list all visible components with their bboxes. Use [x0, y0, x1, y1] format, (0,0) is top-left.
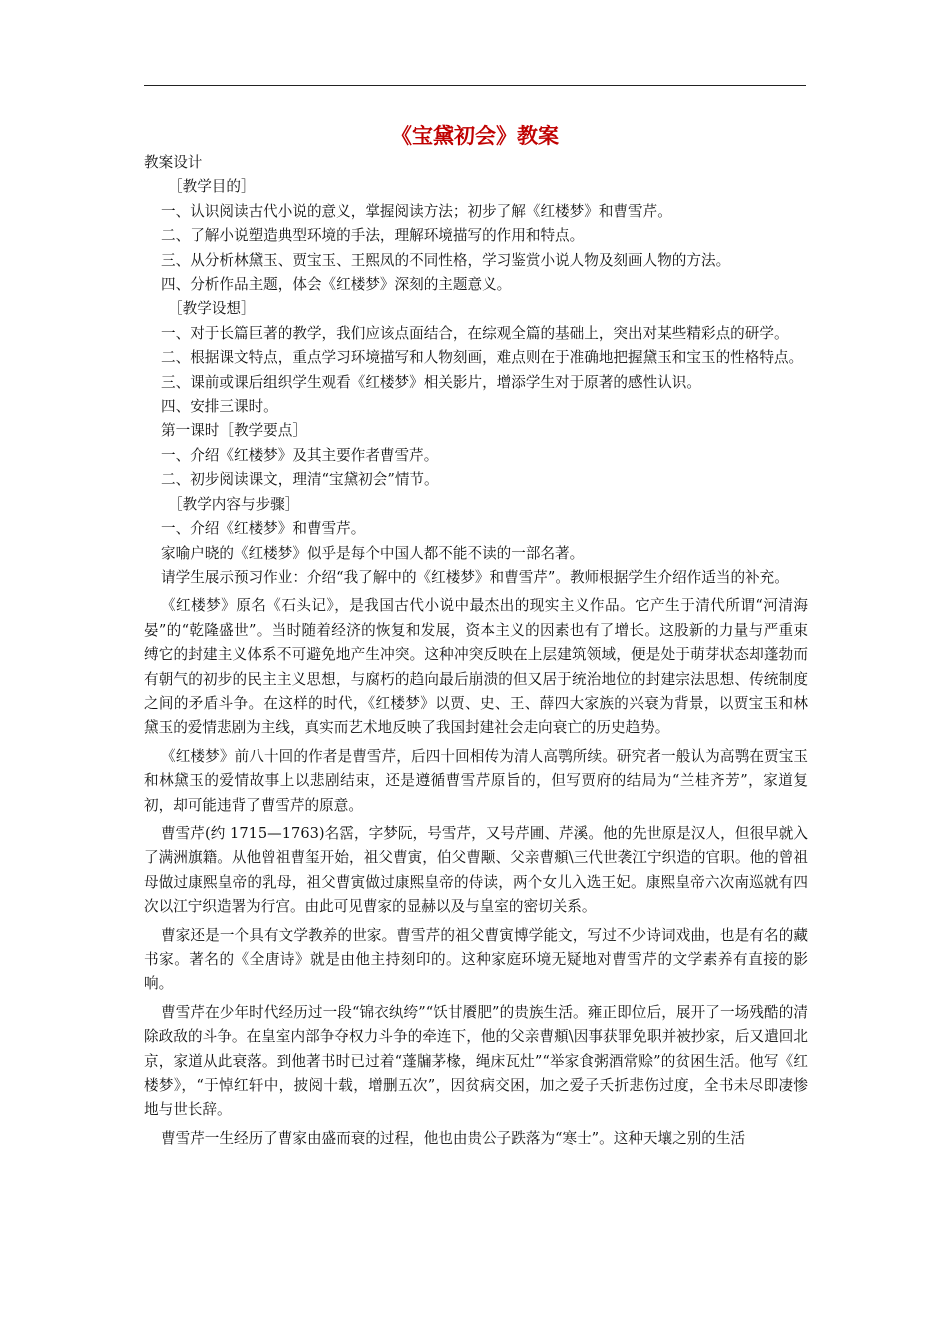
paragraph: 请学生展示预习作业：介绍“我了解中的《红楼梦》和曹雪芹”。教师根据学生介绍作适当的补充。	[161, 568, 789, 586]
section-heading: 第一课时［教学要点］	[161, 422, 307, 440]
paragraph: 曹家还是一个具有文学教养的世家。曹雪芹的祖父曹寅博学能文，写过不少诗词戏曲，也是有名的藏书家。著名的《全唐诗》就是由他主持刻印的。这种家庭环境无疑地对曹雪芹的文学素养有直接的影响。	[144, 926, 808, 993]
document-body	[144, 151, 808, 1151]
paragraph: 一、对于长篇巨著的教学，我们应该点面结合，在综观全篇的基础上，突出对某些精彩点的研学。	[161, 324, 789, 342]
paragraph: 曹雪芹一生经历了曹家由盛而衰的过程，他也由贵公子跌落为“寒士”。这种天壤之别的生活	[161, 1129, 746, 1147]
paragraph: 一、认识阅读古代小说的意义，掌握阅读方法；初步了解《红楼梦》和曹雪芹。	[161, 202, 672, 220]
paragraph: 二、根据课文特点，重点学习环境描写和人物刻画，难点则在于准确地把握黛玉和宝玉的性格特点。	[161, 349, 804, 367]
paragraph: 一、介绍《红楼梦》和曹雪芹。	[161, 520, 366, 538]
paragraph: 《红楼梦》前八十回的作者是曹雪芹，后四十回相传为清人高鹗所续。研究者一般认为高鹗在贾宝玉和林黛玉的爱情故事上以悲剧结束，还是遵循曹雪芹原旨的，但写贾府的结局为“兰桂齐芳”，家道复初，却可能违背了曹雪芹的原意。	[144, 747, 808, 814]
section-heading: ［教学目的］	[168, 178, 256, 196]
paragraph: 家喻户晓的《红楼梦》似乎是每个中国人都不能不读的一部名著。	[161, 544, 585, 562]
header-rule	[144, 85, 806, 86]
paragraph: 一、介绍《红楼梦》及其主要作者曹雪芹。	[161, 446, 439, 464]
paragraph: 四、安排三课时。	[161, 398, 278, 416]
document-title: 《宝黛初会》教案	[391, 124, 559, 148]
paragraph: 二、初步阅读课文，理清“宝黛初会”情节。	[161, 471, 439, 489]
section-label: 教案设计	[144, 154, 203, 171]
paragraph: 四、分析作品主题，体会《红楼梦》深刻的主题意义。	[161, 276, 512, 294]
paragraph: 《红楼梦》原名《石头记》，是我国古代小说中最杰出的现实主义作品。它产生于清代所谓“河清海晏”的“乾隆盛世”。当时随着经济的恢复和发展，资本主义的因素也有了增长。这股新的力量与严重束缚它的封建主义体系不可避免地产生冲突。这种冲突反映在上层建筑领域，便是处于萌芽状态却蓬勃而有朝气的初步的民主主义思想，与腐朽的趋向最后崩溃的但又居于统治地位的封建宗法思想、传统制度之间的矛盾斗争。在这样的时代，《红楼梦》以贾、史、王、薛四大家族的兴衰为背景，以贾宝玉和林黛玉的爱情悲剧为主线，真实而艺术地反映了我国封建社会走向衰亡的历史趋势。	[144, 597, 808, 737]
section-heading: ［教学内容与步骤］	[168, 495, 300, 513]
paragraph: 曹雪芹在少年时代经历过一段“锦衣纨绔”“饫甘餍肥”的贵族生活。雍正即位后，展开了一场残酷的清除政敌的斗争。在皇室内部争夺权力斗争的牵连下，他的父亲曹頫\因事获罪免职并被抄家，后又遣回北京，家道从此衰落。到他著书时已过着“蓬牖茅椽，绳床瓦灶”“举家食粥酒常赊”的贫困生活。他写《红楼梦》，“于悼红轩中，披阅十载，增删五次”，因贫病交困，加之爱子夭折悲伤过度，全书未尽即凄惨地与世长辞。	[144, 1003, 808, 1119]
paragraph: 三、从分析林黛玉、贾宝玉、王熙凤的不同性格，学习鉴赏小说人物及刻画人物的方法。	[161, 251, 731, 269]
paragraph: 曹雪芹(约 1715—1763)名霑，字梦阮，号雪芹，又号芹圃、芹溪。他的先世原是汉人，但很早就入了满洲旗籍。从他曾祖曹玺开始，祖父曹寅，伯父曹颙、父亲曹頫\三代世袭江宁织造的官职。他的曾祖母做过康熙皇帝的乳母，祖父曹寅做过康熙皇帝的侍读，两个女儿入选王妃。康熙皇帝六次南巡就有四次以江宁织造署为行宫。由此可见曹家的显赫以及与皇室的密切关系。	[144, 824, 808, 916]
paragraph: 三、课前或课后组织学生观看《红楼梦》相关影片，增添学生对于原著的感性认识。	[161, 373, 701, 391]
paragraph: 二、了解小说塑造典型环境的手法，理解环境描写的作用和特点。	[161, 227, 585, 245]
section-heading: ［教学设想］	[168, 300, 256, 318]
